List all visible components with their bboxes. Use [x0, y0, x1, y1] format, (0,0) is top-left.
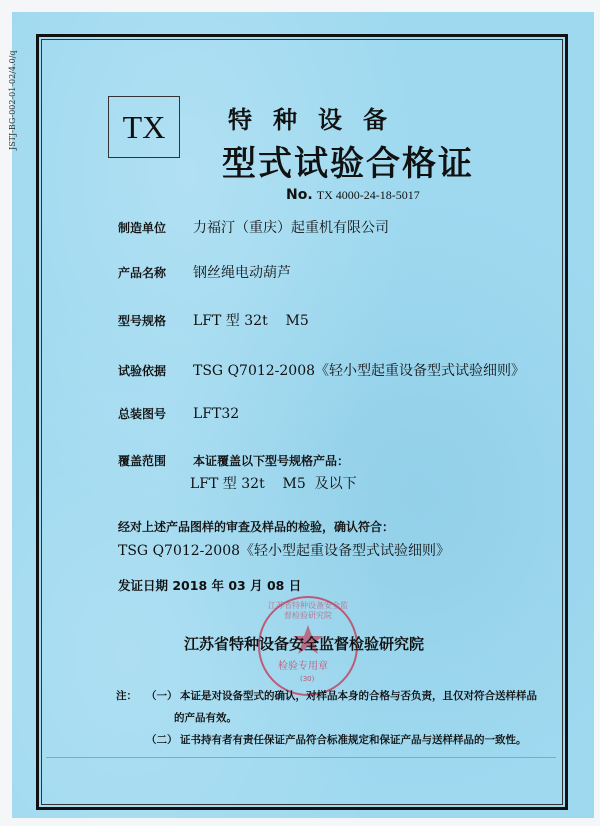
field-label: 总装图号: [118, 407, 167, 421]
number-label: No.: [286, 187, 313, 203]
issue-date: 发证日期 2018 年 03 月 08 日: [118, 578, 302, 593]
title-line1: 特种设备: [228, 106, 408, 134]
confirm-standard: TSG Q7012-2008《轻小型起重设备型式试验细则》: [118, 543, 451, 559]
field-manufacturer: [118, 217, 389, 237]
field-model: [118, 310, 309, 330]
notes-label: 注：: [116, 690, 137, 702]
confirm-text: 经对上述产品图样的审查及样品的检验，确认符合：: [118, 520, 395, 534]
number-value: TX 4000-24-18-5017: [316, 188, 420, 202]
field-test-basis: [118, 360, 525, 380]
field-label: 制造单位: [118, 221, 167, 235]
note-2-prefix: （二）: [146, 734, 178, 746]
field-value: TSG Q7012-2008《轻小型起重设备型式试验细则》: [193, 363, 526, 379]
field-label: 试验依据: [118, 364, 167, 378]
field-value: 本证覆盖以下型号规格产品：: [193, 454, 350, 468]
note-2: 证书持有者有责任保证产品符合标准规定和保证产品与送样样品的一致性。: [180, 734, 527, 746]
category-box: TX: [108, 96, 180, 158]
field-coverage: [118, 452, 349, 469]
issuer-name: 江苏省特种设备安全监督检验研究院: [184, 635, 425, 653]
note-1-cont: 的产品有效。: [174, 712, 237, 724]
seal-number: (30): [300, 675, 315, 683]
field-value: LFT 型 32t M5: [193, 313, 309, 329]
field-label: 型号规格: [118, 314, 167, 328]
certificate-number: [286, 187, 420, 203]
note-1-prefix: （一）: [146, 690, 178, 702]
note-1: 本证是对设备型式的确认，对样品本身的合格与否负责，且仅对符合送样样品: [180, 690, 537, 702]
seal-ring-text: 江苏省特种设备安全监督检验研究院: [268, 601, 348, 620]
field-label: 产品名称: [118, 266, 167, 280]
certificate-title: 型式试验合格证: [222, 144, 474, 184]
field-product-name: [118, 262, 291, 282]
field-value: LFT32: [193, 406, 240, 422]
field-value: 力福汀（重庆）起重机有限公司: [193, 220, 389, 236]
coverage-detail: LFT 型 32t M5 及以下: [190, 476, 357, 492]
form-code: JSTJ-BG-002-01-02/4.0/q: [8, 50, 17, 150]
field-value: 钢丝绳电动葫芦: [193, 265, 291, 281]
seal-bottom-text: 检验专用章: [278, 661, 328, 672]
divider: [46, 757, 556, 758]
field-label: 覆盖范围: [118, 454, 167, 468]
field-drawing-no: [118, 405, 239, 422]
